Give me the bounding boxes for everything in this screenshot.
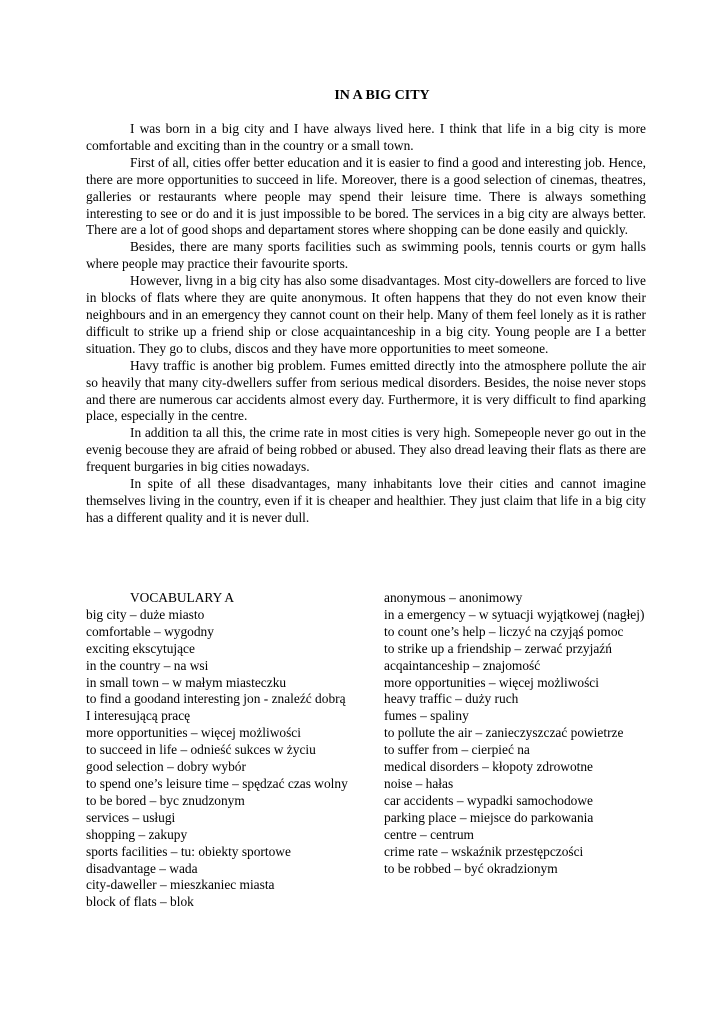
vocabulary-heading: VOCABULARY A — [130, 590, 235, 605]
vocabulary-item: to pollute the air – zanieczyszczać powietrze — [384, 725, 624, 741]
vocabulary-item: services – usługi — [86, 809, 176, 825]
page-title: IN A BIG CITY — [334, 88, 430, 103]
vocabulary-item: anonymous – anonimowy — [384, 590, 523, 605]
vocabulary-item: disadvantage – wada — [86, 860, 198, 876]
vocabulary-item: comfortable – wygodny — [86, 623, 214, 639]
essay-paragraph: However, livng in a big city has also some disadvantages. Most city-dowellers are forced to live in blocks of flats where they are quite anonymous. It often happens that they do not even know their neighbours and in an emergency they cannot count on their help. Many of them feel lonely as it is rather difficult to strike up a friend ship or close acquaintanceship in a big city. Young people are I a better situation. They go to clubs, discos and they have more opportunities to meet someone. — [86, 273, 646, 356]
vocabulary-item: city-daweller – mieszkaniec miasta — [86, 877, 275, 893]
vocabulary-item: car accidents – wypadki samochodowe — [384, 792, 593, 808]
vocabulary-item: to suffer from – cierpieć na — [384, 742, 530, 758]
vocabulary-item: to count one’s help – liczyć na czyjąś pomoc — [384, 623, 624, 639]
essay-paragraph: Havy traffic is another big problem. Fumes emitted directly into the atmosphere pollute the air so heavily that many city-dwellers suffer from serious medical disorders. Besides, the noise never stops and there are numerous car accidents almost every day. Furthermore, it is very difficult to find aparking place, especially in the centre. — [86, 357, 646, 424]
vocabulary-item: parking place – miejsce do parkowania — [384, 809, 594, 825]
vocabulary-item: good selection – dobry wybór — [86, 759, 246, 775]
vocabulary-item: heavy traffic – duży ruch — [384, 691, 519, 707]
vocabulary-item: to succeed in life – odnieść sukces w życiu — [86, 742, 316, 758]
essay-paragraph: Besides, there are many sports facilities such as swimming pools, tennis courts or gym halls where people may practice their favourite sports. — [86, 239, 646, 272]
vocabulary-item: in a emergency – w sytuacji wyjątkowej (nagłej) — [384, 606, 645, 622]
vocabulary-item: crime rate – wskaźnik przestępczości — [384, 843, 584, 859]
essay-paragraph: I was born in a big city and I have always lived here. I think that life in a big city is more comfortable and exciting than in the country or a small town. — [86, 121, 646, 153]
essay-body — [86, 121, 646, 527]
essay-paragraph: In addition ta all this, the crime rate in most cities is very high. Somepeople never go out in the evenig becouse they are afraid of being robbed or abused. They also dread leaving their flats as there are frequent burgaries in big cities nowadays. — [86, 425, 646, 475]
vocabulary-item: shopping – zakupy — [86, 826, 188, 842]
essay-paragraph: First of all, cities offer better education and it is easier to find a good and interesting job. Hence, there are more opportunities to succeed in life. Moreover, there is a good selection of cinemas, theatres, galleries or restaurants where people may spend their leisure time. There is always something interesting to see or do and it is just impossible to be bored. The services in a big city are always better. There are a lot of good shops and departament stores where shopping can be done easily and quickly. — [86, 154, 646, 238]
vocabulary-item: to strike up a friendship – zerwać przyjaźń — [384, 640, 612, 656]
vocabulary-right-column — [384, 590, 646, 877]
vocabulary-left-column — [86, 590, 348, 911]
vocabulary-item: exciting ekscytujące — [86, 640, 195, 656]
vocabulary-item: more opportunities – więcej możliwości — [86, 725, 301, 741]
vocabulary-item: medical disorders – kłopoty zdrowotne — [384, 759, 593, 775]
vocabulary-item: acqaintanceship – znajomość — [384, 657, 541, 673]
vocabulary-item: to spend one’s leisure time – spędzać czas wolny — [86, 775, 348, 791]
essay-paragraph: In spite of all these disadvantages, many inhabitants love their cities and cannot imagine themselves living in the country, even if it is cheaper and healthier. They just claim that life in a big city has a different quality and it is never dull. — [86, 476, 646, 525]
vocabulary-item: to be robbed – być okradzionym — [384, 860, 558, 876]
vocabulary-item: noise – hałas — [384, 775, 454, 791]
vocabulary-item: more opportunities – więcej możliwości — [384, 674, 599, 690]
vocabulary-item: in the country – na wsi — [86, 657, 209, 673]
vocabulary-item: block of flats – blok — [86, 894, 194, 910]
vocabulary-item: sports facilities – tu: obiekty sportowe — [86, 843, 291, 859]
vocabulary-item: to find a goodand interesting jon - znaleźć dobrą I interesującą pracę — [86, 691, 346, 724]
vocabulary-item: fumes – spaliny — [384, 708, 469, 724]
vocabulary-item: in small town – w małym miasteczku — [86, 674, 287, 690]
vocabulary-item: to be bored – byc znudzonym — [86, 792, 245, 808]
vocabulary-item: centre – centrum — [384, 826, 474, 842]
vocabulary-item: big city – duże miasto — [86, 606, 205, 622]
